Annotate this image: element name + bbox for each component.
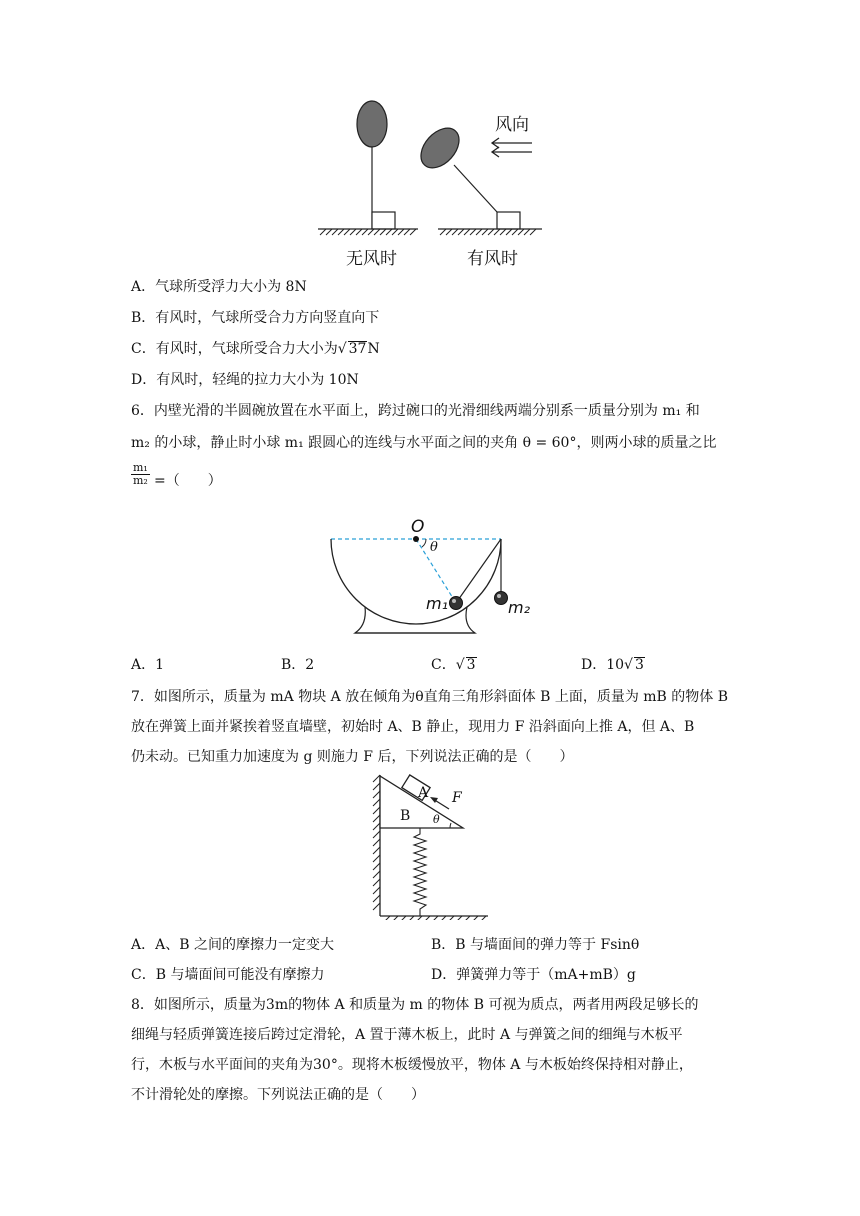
bowl-arc — [331, 539, 501, 624]
q5-option-c-unit: N — [367, 341, 380, 357]
force-f-label: F — [452, 790, 462, 806]
q6-option-c-text: C． — [431, 657, 456, 673]
q6-option-d-text: D．10 — [581, 657, 625, 673]
q8-stem-line3: 行，木板与水平面间的夹角为30°。现将木板缓慢放平，物体 A 与木板始终保持相对静止， — [131, 1057, 693, 1073]
q6-option-d — [581, 654, 645, 674]
with-wind-label: 有风时 — [467, 249, 518, 269]
wind-arrows-icon — [492, 138, 532, 157]
q6-option-c — [431, 654, 477, 674]
balloon-with-wind — [413, 121, 466, 175]
block-a-label: A — [418, 785, 429, 801]
box-with-wind — [497, 212, 520, 229]
ball-m1-label: m₁ — [426, 594, 448, 613]
q7-option-c: C．B 与墙面间可能没有摩擦力 — [131, 967, 325, 983]
q5-option-c-radicand: 37 — [348, 341, 367, 357]
q5-option-d: D．有风时，轻绳的拉力大小为 10N — [131, 372, 359, 388]
balloon-no-wind — [357, 101, 387, 147]
sqrt-icon: √ — [455, 657, 465, 673]
bowl-theta-label: θ — [430, 540, 438, 555]
q7-stem-line2: 放在弹簧上面并紧挨着竖直墙壁，初始时 A、B 静止，现用力 F 沿斜面向上推 A，但 A、B — [131, 719, 695, 735]
q8-stem-line1: 8．如图所示，质量为3m的物体 A 和质量为 m 的物体 B 可视为质点，两者用两段足够长的 — [131, 997, 699, 1013]
q6-stem-line2: m₂ 的小球，静止时小球 m₁ 跟圆心的连线与水平面之间的夹角 θ = 60°，则两小球的质量之比 — [131, 435, 717, 451]
q6-option-d-radicand: 3 — [634, 657, 644, 673]
q5-option-b: B．有风时，气球所受合力方向竖直向下 — [131, 310, 380, 326]
bowl-center-label: O — [411, 517, 425, 537]
q6-option-a: A．1 — [131, 657, 165, 673]
q6-ratio-numerator: m₁ — [133, 461, 148, 474]
q6-stem-line1: 6．内壁光滑的半圆碗放置在水平面上，跨过碗口的光滑细线两端分别系一质量分别为 m₁ 和 — [131, 403, 700, 419]
q5-option-c — [131, 338, 380, 358]
q5-option-c-text: C．有风时，气球所受合力大小为 — [131, 341, 338, 357]
no-wind-label: 无风时 — [346, 249, 397, 269]
q8-stem-line2: 细绳与轻质弹簧连接后跨过定滑轮，A 置于薄木板上，此时 A 与弹簧之间的细绳与木板平 — [131, 1027, 683, 1043]
q7-stem-line1: 7．如图所示，质量为 mA 物块 A 放在倾角为θ直角三角形斜面体 B 上面，质量为 mB 的物体 B — [131, 689, 729, 705]
q5-option-a: A．气球所受浮力大小为 8N — [131, 279, 307, 295]
q7-option-d: D．弹簧弹力等于（mA+mB）g — [431, 967, 636, 983]
q6-ratio-denominator: m₂ — [133, 474, 148, 487]
q7-option-b: B．B 与墙面间的弹力等于 Fsinθ — [431, 937, 640, 953]
bowl-figure — [325, 515, 545, 640]
incline-theta-label: θ — [433, 813, 440, 826]
wind-direction-label: 风向 — [495, 115, 529, 135]
box-no-wind — [372, 212, 395, 229]
q6-option-b: B．2 — [281, 657, 315, 673]
ball-m1 — [450, 597, 463, 610]
q7-stem-line3: 仍未动。已知重力加速度为 g 则施力 F 后，下列说法正确的是（ ） — [131, 749, 574, 765]
ball-m2 — [495, 592, 508, 605]
q8-stem-line4: 不计滑轮处的摩擦。下列说法正确的是（ ） — [131, 1087, 425, 1103]
force-arrow-icon — [430, 797, 449, 809]
spring — [414, 828, 426, 916]
q7-option-a: A．A、B 之间的摩擦力一定变大 — [131, 937, 334, 953]
wedge-b-label: B — [400, 808, 411, 824]
q6-ratio-tail: =（ ） — [154, 473, 222, 489]
bowl-base — [355, 607, 475, 633]
ball-m2-label: m₂ — [508, 598, 530, 617]
q6-mass-ratio — [131, 462, 150, 487]
rope-with-wind — [454, 165, 497, 212]
q6-option-c-radicand: 3 — [466, 657, 476, 673]
incline-spring-figure — [370, 770, 495, 920]
sqrt-icon: √ — [624, 657, 633, 673]
sqrt-icon: √ — [337, 341, 347, 357]
